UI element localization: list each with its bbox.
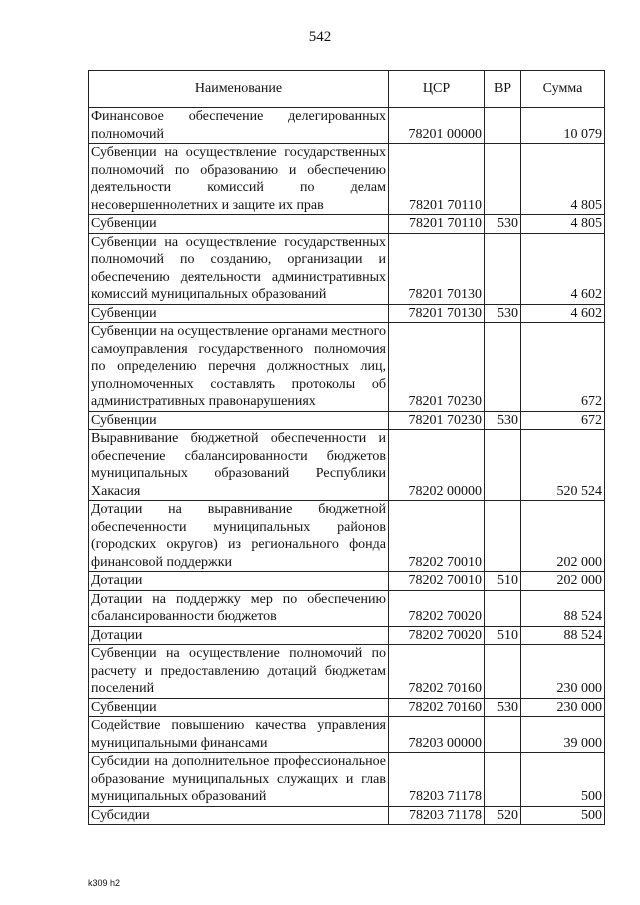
- row-name: Дотации: [89, 572, 389, 591]
- table-row: [89, 233, 605, 304]
- row-csr: 78202 70160: [389, 645, 485, 699]
- row-sum: 88 524: [521, 590, 605, 626]
- row-name: Дотации на поддержку мер по обеспечению сбалансированности бюджетов: [89, 590, 389, 626]
- row-sum: 4 805: [521, 215, 605, 234]
- budget-table: [88, 70, 605, 825]
- row-vr: 530: [485, 698, 521, 717]
- row-csr: 78201 70130: [389, 304, 485, 323]
- row-sum: 39 000: [521, 717, 605, 753]
- row-csr: 78202 70010: [389, 572, 485, 591]
- row-csr: 78202 70020: [389, 626, 485, 645]
- footer-code: k309 h2: [88, 878, 121, 888]
- row-csr: 78201 70110: [389, 144, 485, 215]
- row-name: Субсидии: [89, 806, 389, 825]
- header-name: Наименование: [89, 71, 389, 108]
- row-name: Субвенции на осуществление государственных полномочий по созданию, организации и обеспечению деятельности административных комиссий муниципальных образований: [89, 233, 389, 304]
- row-vr: [485, 645, 521, 699]
- table-row: [89, 645, 605, 699]
- row-vr: [485, 430, 521, 501]
- row-sum: 88 524: [521, 626, 605, 645]
- row-csr: 78203 71178: [389, 806, 485, 825]
- row-sum: 230 000: [521, 645, 605, 699]
- page-number: 542: [308, 29, 332, 45]
- row-vr: 530: [485, 215, 521, 234]
- row-vr: 530: [485, 304, 521, 323]
- row-vr: [485, 233, 521, 304]
- table-row: [89, 501, 605, 572]
- row-csr: 78202 70010: [389, 501, 485, 572]
- table-row: [89, 215, 605, 234]
- row-name: Субсидии на дополнительное профессиональное образование муниципальных служащих и глав муниципальных образований: [89, 753, 389, 807]
- row-vr: [485, 590, 521, 626]
- row-name: Дотации на выравнивание бюджетной обеспеченности муниципальных районов (городских округов) из регионального фонда финансовой поддержки: [89, 501, 389, 572]
- row-vr: [485, 323, 521, 412]
- table-row: [89, 626, 605, 645]
- header-csr: ЦСР: [389, 71, 485, 108]
- row-sum: 500: [521, 753, 605, 807]
- table-row: [89, 304, 605, 323]
- row-name: Выравнивание бюджетной обеспеченности и обеспечение сбалансированности бюджетов муниципальных образований Республики Хакасия: [89, 430, 389, 501]
- table-row: [89, 144, 605, 215]
- row-name: Субвенции на осуществление полномочий по расчету и предоставлению дотаций бюджетам поселений: [89, 645, 389, 699]
- row-name: Субвенции на осуществление государственных полномочий по образованию и обеспечению деятельности комиссий по делам несовершеннолетних и защите их прав: [89, 144, 389, 215]
- row-name: Субвенции: [89, 215, 389, 234]
- row-name: Субвенции: [89, 698, 389, 717]
- row-csr: 78201 00000: [389, 108, 485, 144]
- row-sum: 4 602: [521, 304, 605, 323]
- row-vr: 510: [485, 626, 521, 645]
- row-name: Дотации: [89, 626, 389, 645]
- row-vr: [485, 717, 521, 753]
- table-row: [89, 590, 605, 626]
- table-row: [89, 717, 605, 753]
- row-sum: 10 079: [521, 108, 605, 144]
- row-sum: 4 602: [521, 233, 605, 304]
- row-vr: [485, 501, 521, 572]
- row-csr: 78202 70020: [389, 590, 485, 626]
- row-name: Финансовое обеспечение делегированных полномочий: [89, 108, 389, 144]
- row-vr: 530: [485, 411, 521, 430]
- table-row: [89, 430, 605, 501]
- row-sum: 202 000: [521, 501, 605, 572]
- row-name: Субвенции: [89, 304, 389, 323]
- row-vr: 510: [485, 572, 521, 591]
- table-header: [89, 71, 605, 108]
- row-vr: [485, 144, 521, 215]
- row-csr: 78202 00000: [389, 430, 485, 501]
- row-csr: 78201 70230: [389, 323, 485, 412]
- row-vr: 520: [485, 806, 521, 825]
- row-name: Субвенции: [89, 411, 389, 430]
- row-name: Субвенции на осуществление органами местного самоуправления государственного полномочия по определению перечня должностных лиц, уполномоченных составлять протоколы об административных правонарушениях: [89, 323, 389, 412]
- row-sum: 4 805: [521, 144, 605, 215]
- row-csr: 78201 70230: [389, 411, 485, 430]
- row-csr: 78201 70110: [389, 215, 485, 234]
- table-row: [89, 753, 605, 807]
- row-vr: [485, 108, 521, 144]
- table-row: [89, 806, 605, 825]
- table-row: [89, 108, 605, 144]
- row-name: Содействие повышению качества управления муниципальными финансами: [89, 717, 389, 753]
- row-vr: [485, 753, 521, 807]
- header-sum: Сумма: [521, 71, 605, 108]
- row-csr: 78203 00000: [389, 717, 485, 753]
- row-sum: 672: [521, 323, 605, 412]
- row-sum: 230 000: [521, 698, 605, 717]
- header-vr: ВР: [485, 71, 521, 108]
- row-sum: 520 524: [521, 430, 605, 501]
- row-csr: 78201 70130: [389, 233, 485, 304]
- table-row: [89, 698, 605, 717]
- table-row: [89, 572, 605, 591]
- row-csr: 78203 71178: [389, 753, 485, 807]
- table-row: [89, 411, 605, 430]
- row-sum: 672: [521, 411, 605, 430]
- row-sum: 500: [521, 806, 605, 825]
- table-row: [89, 323, 605, 412]
- row-csr: 78202 70160: [389, 698, 485, 717]
- row-sum: 202 000: [521, 572, 605, 591]
